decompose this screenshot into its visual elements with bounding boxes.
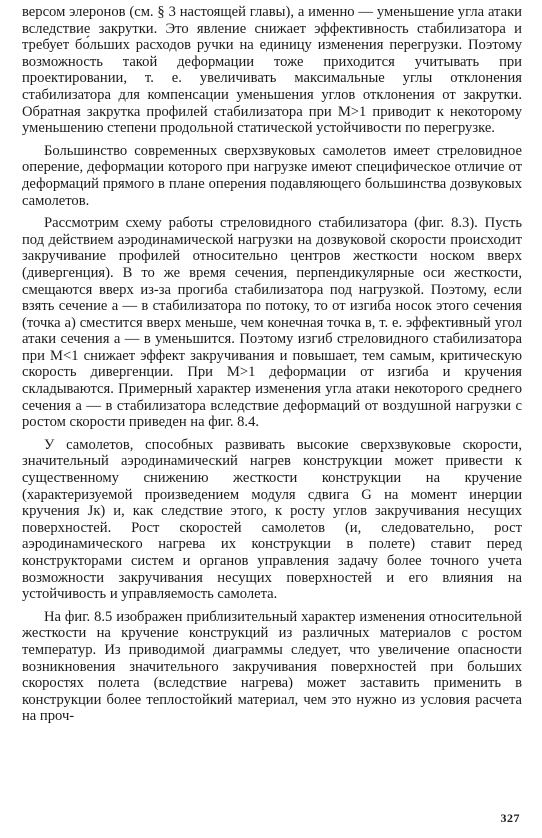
paragraph-stabilizer-scheme: Рассмотрим схему работы стреловидного стабилизатора (фиг. 8.3). Пусть под действием аэродинамической нагрузки на дозвуковой скорости происходит закручивание профилей относительно центров жесткости носком вверх (дивергенция). В то же время сечения, перпендикулярные оси жесткости, смещаются вверх из-за прогиба стабилизатора под нагрузкой. Поэтому, если взять сечение a — в стабилизатора по потоку, то от изгиба носок этого сечения (точка a) сместится вверх меньше, чем конечная точка в, т. е. эффективный угол атаки сечения a — в уменьшится. Поэтому изгиб стреловидного стабилизатора при M<1 снижает эффект закручивания и повышает, тем самым, критическую скорость дивергенции. При M>1 деформации от изгиба и кручения складываются. Примерный характер изменения угла атаки некоторого среднего сечения a — в стабилизатора вследствие деформаций от воздушной нагрузки с ростом скорости приведен на фиг. 8.4. bbox=[22, 215, 522, 431]
paragraph-swept-tail: Большинство современных сверхзвуковых самолетов имеет стреловидное оперение, деформации которого при нагрузке имеют специфическое отличие от деформаций прямого в плане оперения подавляющего большинства дозвуковых самолетов. bbox=[22, 142, 522, 209]
paragraph-aerodynamic-heating: У самолетов, способных развивать высокие сверхзвуковые скорости, значительный аэродинамический нагрев конструкции может привести к существенному снижению жесткости конструкции на кручение (характеризуемой произведением модуля сдвига G на момент инерции кручения Jк) и, как следствие этого, к росту углов закручивания несущих поверхностей. Рост скоростей самолетов (и, следовательно, рост аэродинамического нагрева их конструкции в полете) ставит перед конструкторами систем и органов управления задачу более точного учета возможности закручивания несущих поверхностей и его влияния на устойчивость и управляемость самолета. bbox=[22, 436, 522, 603]
page-number: 327 bbox=[500, 811, 520, 825]
book-page bbox=[22, 4, 522, 834]
paragraph-continuation: версом элеронов (см. § 3 настоящей главы), а именно — уменьшение угла атаки вследствие закрутки. Это явление снижает эффективность стабилизатора и требует бо́льших расходов ручки на единицу изменения перегрузки. Поэтому возможность такой деформации тоже приходится учитывать при проектировании, т. е. увеличивать максимальные углы отклонения стабилизатора для компенсации уменьшения углов отклонения от закрутки. Обратная закрутка профилей стабилизатора при M>1 приводит к некоторому уменьшению степени продольной статической устойчивости по перегрузке. bbox=[22, 4, 522, 137]
paragraph-material-stiffness: На фиг. 8.5 изображен приблизительный характер изменения относительной жесткости на кручение конструкций из различных материалов с ростом температур. Из приводимой диаграммы следует, что увеличение опасности возникновения значительного закручивания поверхностей при больших скоростях полета (вследствие нагрева) может заставить применить в конструкции более теплостойкий материал, чем это нужно из условия расчета на проч- bbox=[22, 608, 522, 725]
